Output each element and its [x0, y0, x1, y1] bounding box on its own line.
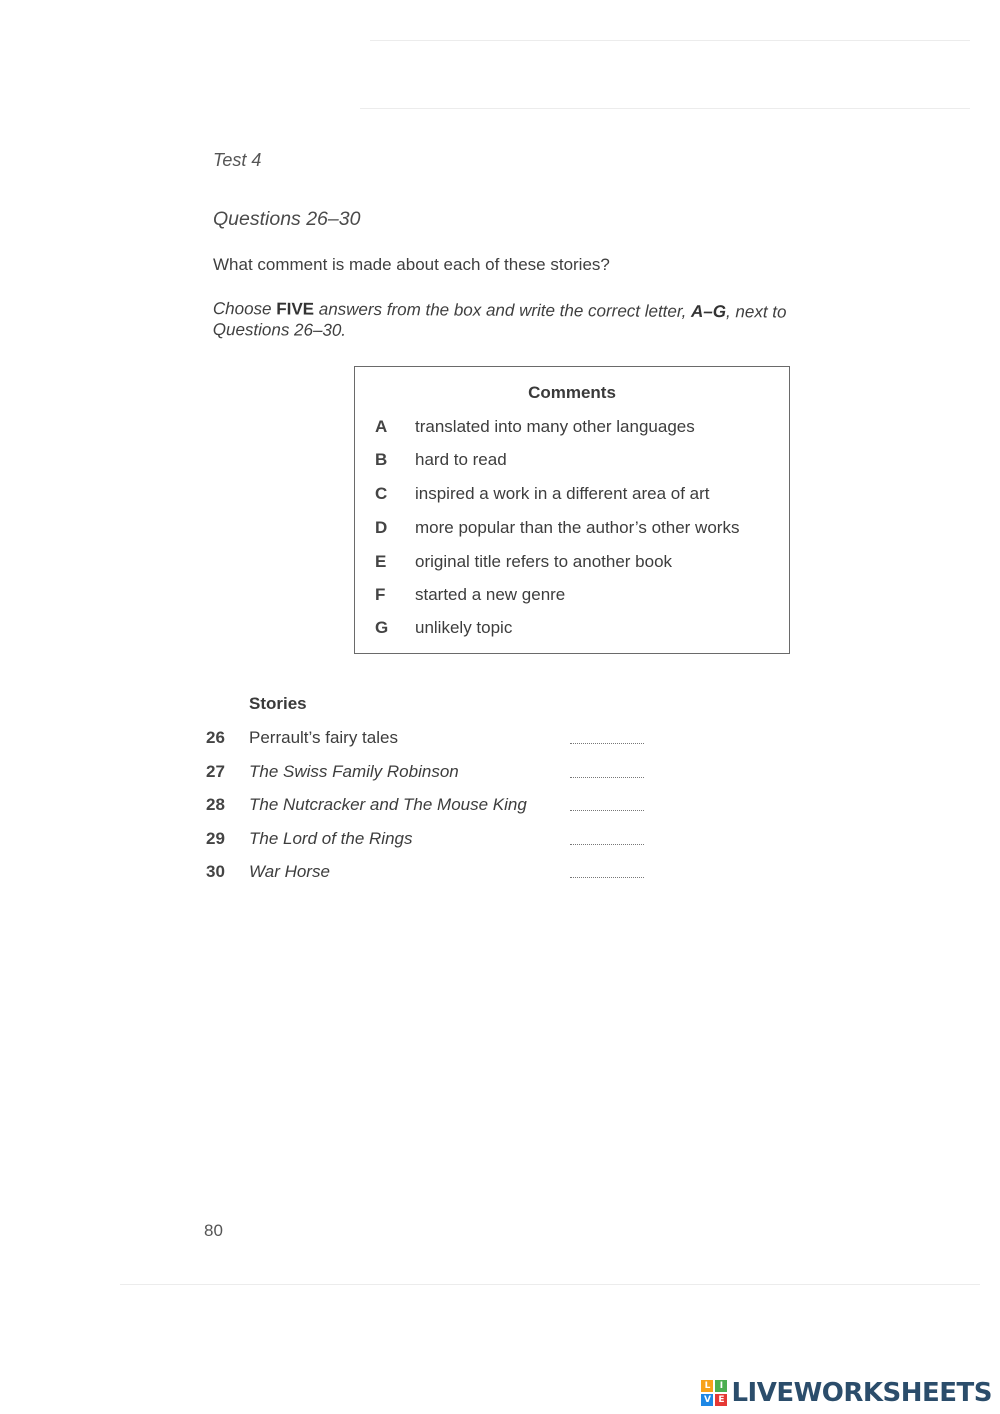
comment-text: translated into many other languages — [415, 417, 695, 436]
comment-text: inspired a work in a different area of art — [415, 484, 710, 503]
instruction-part: Choose — [212, 298, 277, 319]
answer-blank[interactable] — [570, 776, 644, 778]
story-question-29 — [206, 829, 666, 859]
comment-text: original title refers to another book — [415, 552, 673, 571]
comment-option — [355, 618, 789, 648]
comment-option — [355, 552, 789, 582]
question-number: 28 — [206, 795, 225, 814]
instruction-part: , next to Questions 26–30. — [212, 302, 787, 340]
story-title: The Swiss Family Robinson — [249, 762, 459, 781]
story-question-30 — [206, 862, 666, 892]
answer-blank[interactable] — [570, 742, 644, 744]
comment-letter: E — [375, 552, 387, 571]
question-number: 27 — [206, 762, 225, 781]
answer-blank[interactable] — [570, 809, 644, 811]
question-number: 26 — [206, 728, 225, 747]
instruction-emphasis: A–G — [690, 301, 727, 322]
comment-text: started a new genre — [415, 585, 566, 604]
comment-option — [355, 450, 789, 480]
story-question-26 — [206, 728, 666, 758]
scan-artifact — [370, 40, 970, 41]
scan-artifact — [120, 1284, 980, 1285]
story-title: Perrault’s fairy tales — [249, 728, 398, 747]
comment-option — [355, 417, 789, 447]
comment-letter: B — [375, 450, 388, 469]
comment-option — [355, 518, 789, 548]
story-question-27 — [206, 762, 666, 792]
instruction-part: answers from the box and write the correct letter, — [314, 299, 692, 321]
watermark-text: LIVEWORKSHEETS — [731, 1378, 992, 1408]
comment-option — [355, 484, 789, 514]
story-title: War Horse — [249, 862, 330, 881]
scan-artifact — [360, 108, 970, 109]
questions-heading: Questions 26–30 — [213, 208, 361, 230]
logo-tile: V — [701, 1394, 713, 1406]
test-label: Test 4 — [213, 150, 262, 170]
comment-letter: D — [375, 518, 388, 537]
story-title: The Nutcracker and The Mouse King — [249, 795, 527, 814]
comments-title: Comments — [528, 383, 616, 402]
answer-blank[interactable] — [570, 876, 644, 878]
comment-letter: A — [375, 417, 388, 436]
comment-letter: F — [375, 585, 386, 604]
story-question-28 — [206, 795, 666, 825]
comment-option — [355, 585, 789, 615]
answer-blank[interactable] — [570, 843, 644, 845]
liveworksheets-logo-icon — [701, 1380, 727, 1406]
instruction-emphasis: FIVE — [276, 299, 315, 319]
stories-heading: Stories — [249, 694, 307, 713]
comment-letter: G — [375, 618, 389, 637]
comment-text: hard to read — [415, 450, 507, 469]
logo-tile: E — [715, 1394, 727, 1406]
question-number: 29 — [206, 829, 225, 848]
instruction-text — [213, 298, 853, 344]
page-number: 80 — [204, 1221, 223, 1240]
comment-letter: C — [375, 484, 388, 503]
liveworksheets-watermark — [701, 1378, 992, 1408]
question-prompt: What comment is made about each of these stories? — [213, 255, 610, 274]
comments-box — [354, 366, 790, 654]
comment-text: more popular than the author’s other works — [415, 518, 740, 537]
story-title: The Lord of the Rings — [249, 829, 413, 848]
question-number: 30 — [206, 862, 225, 881]
logo-tile: L — [701, 1380, 713, 1392]
logo-tile: I — [715, 1380, 727, 1392]
comment-text: unlikely topic — [415, 618, 513, 637]
